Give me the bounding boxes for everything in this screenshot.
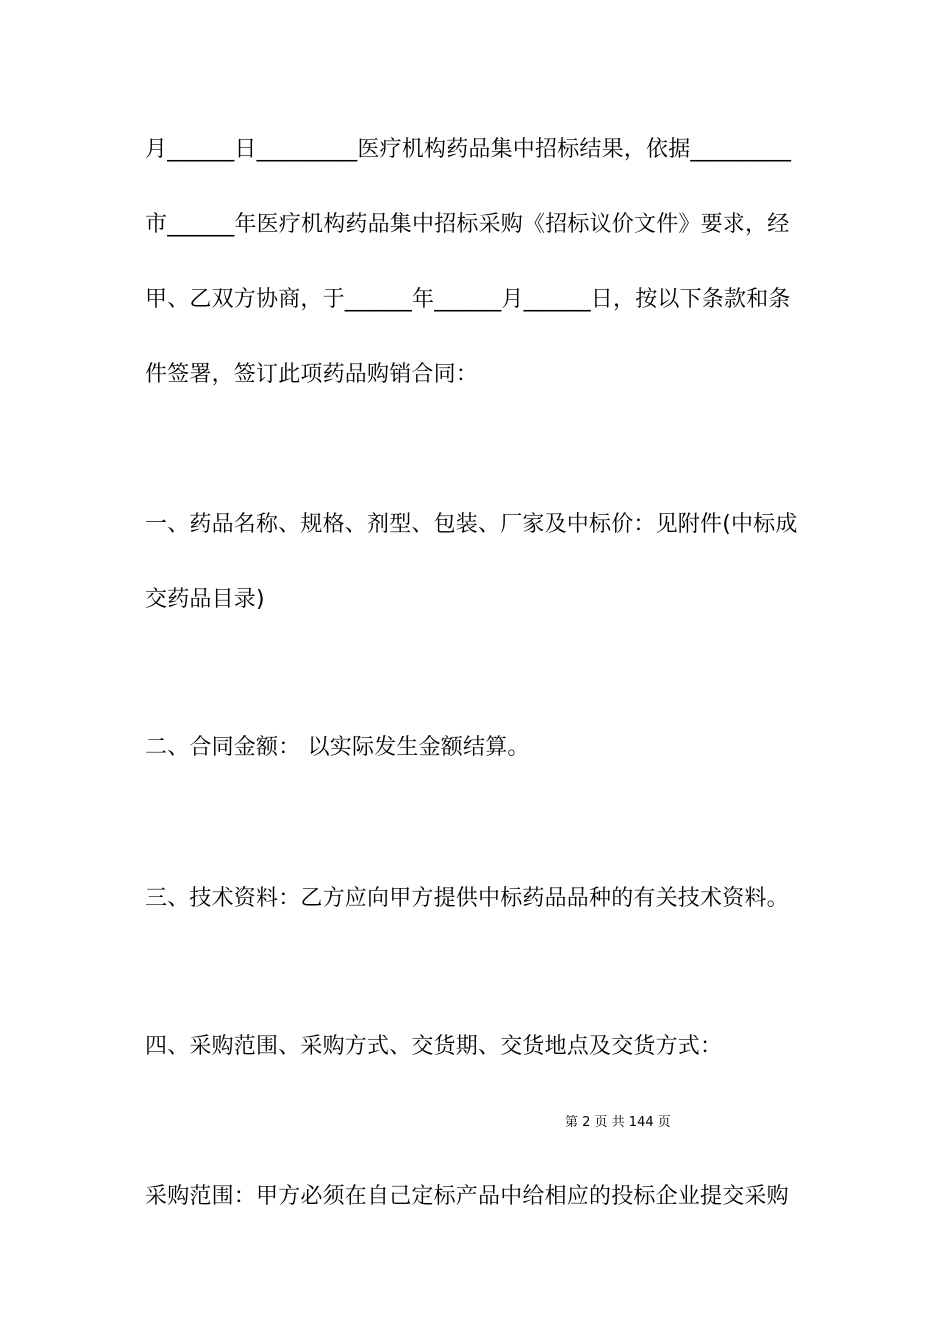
paragraph-line-1: 月______日_________医疗机构药品集中招标结果，依据_________: [145, 137, 792, 162]
purchase-scope-line: 采购范围：甲方必须在自己定标产品中给相应的投标企业提交采购: [145, 1184, 789, 1209]
section-three: 三、技术资料：乙方应向甲方提供中标药品品种的有关技术资料。: [145, 886, 789, 911]
page-number-footer: 第 2 页 共 144 页: [565, 1115, 671, 1130]
paragraph-line-2: 市______年医疗机构药品集中招标采购《招标议价文件》要求，经: [145, 212, 790, 237]
paragraph-line-3: 甲、乙双方协商，于______年______月______日，按以下条款和条: [145, 287, 791, 312]
section-two: 二、合同金额： 以实际发生金额结算。: [145, 735, 530, 760]
paragraph-line-4: 件签署，签订此项药品购销合同：: [145, 362, 479, 387]
section-one-line-1: 一、药品名称、规格、剂型、包装、厂家及中标价：见附件(中标成: [145, 512, 798, 537]
section-one-line-2: 交药品目录): [145, 587, 265, 612]
section-four: 四、采购范围、采购方式、交货期、交货地点及交货方式：: [145, 1034, 723, 1059]
